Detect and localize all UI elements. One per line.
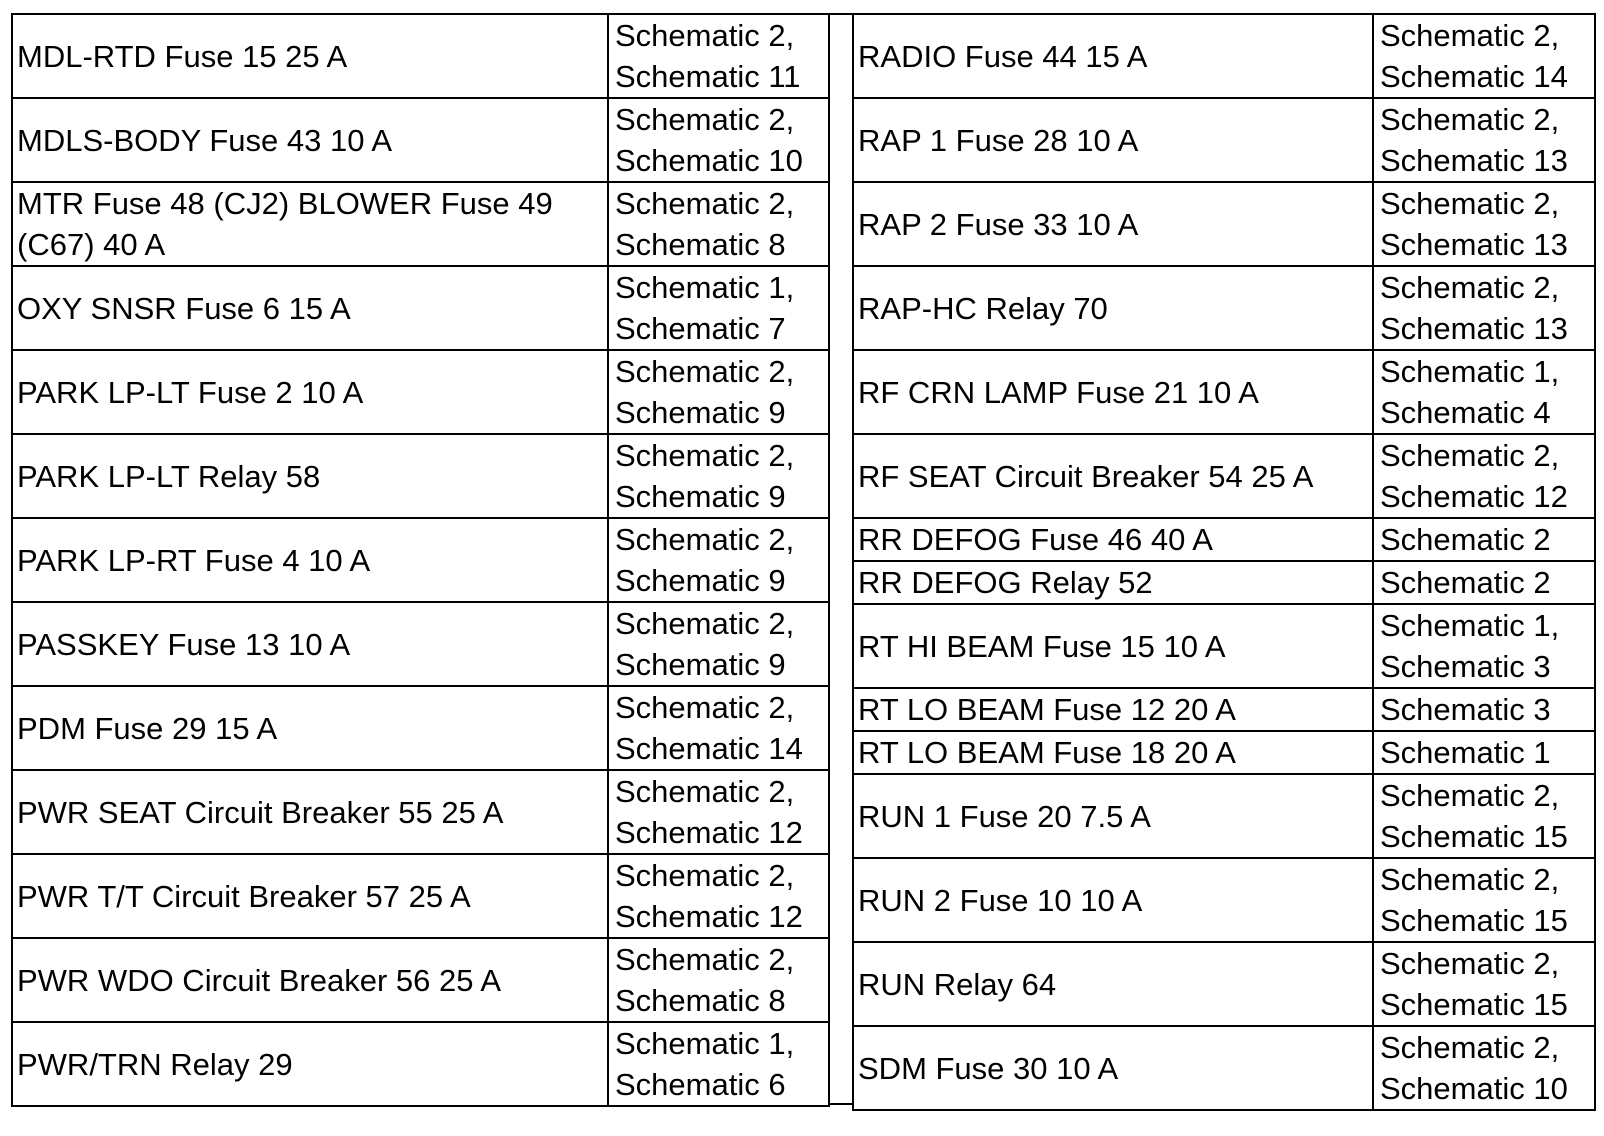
table-row [12,14,829,98]
schematic-ref: Schematic 7 [615,311,786,346]
schematic-cell [1373,14,1595,98]
left-table [11,13,830,1107]
table-row [853,434,1595,518]
table-row [12,350,829,434]
schematic-cell [608,350,829,434]
schematic-ref: Schematic 12 [1380,479,1568,514]
schematic-ref: Schematic 8 [615,227,786,262]
schematic-ref: Schematic 15 [1380,819,1568,854]
component-cell: RR DEFOG Fuse 46 40 A [853,518,1373,561]
table-row [12,770,829,854]
schematic-cell [1373,266,1595,350]
schematic-ref: Schematic 2, [1380,186,1560,221]
component-cell: RT HI BEAM Fuse 15 10 A [853,604,1373,688]
schematic-ref: Schematic 12 [615,899,803,934]
table-row [12,686,829,770]
schematic-ref: Schematic 2, [615,102,795,137]
table-row [853,858,1595,942]
schematic-ref: Schematic 11 [615,59,801,94]
table-row [12,518,829,602]
schematic-ref: Schematic 2, [1380,18,1560,53]
schematic-ref: Schematic 8 [615,983,786,1018]
component-cell: MDL-RTD Fuse 15 25 A [12,14,608,98]
table-row [853,350,1595,434]
schematic-ref: Schematic 2 [1380,522,1551,557]
component-cell: RADIO Fuse 44 15 A [853,14,1373,98]
table-row [853,604,1595,688]
schematic-ref: Schematic 6 [615,1067,786,1102]
component-cell: RUN 1 Fuse 20 7.5 A [853,774,1373,858]
schematic-cell [1373,518,1595,561]
schematic-cell [1373,350,1595,434]
schematic-ref: Schematic 1, [615,270,795,305]
schematic-ref: Schematic 10 [615,143,803,178]
schematic-cell [608,434,829,518]
component-cell: RAP 2 Fuse 33 10 A [853,182,1373,266]
component-cell: OXY SNSR Fuse 6 15 A [12,266,608,350]
schematic-ref: Schematic 2, [1380,862,1560,897]
schematic-cell [608,686,829,770]
schematic-cell [608,854,829,938]
schematic-ref: Schematic 4 [1380,395,1551,430]
component-cell: PARK LP-LT Fuse 2 10 A [12,350,608,434]
schematic-ref: Schematic 2, [1380,102,1560,137]
schematic-cell [608,98,829,182]
schematic-ref: Schematic 1, [615,1026,795,1061]
component-cell: RT LO BEAM Fuse 12 20 A [853,688,1373,731]
schematic-ref: Schematic 2, [1380,438,1560,473]
table-row [853,561,1595,604]
right-table [852,13,1596,1111]
schematic-ref: Schematic 9 [615,479,786,514]
schematic-ref: Schematic 14 [615,731,803,766]
component-cell: RAP-HC Relay 70 [853,266,1373,350]
schematic-ref: Schematic 13 [1380,143,1568,178]
component-cell: MDLS-BODY Fuse 43 10 A [12,98,608,182]
right-table-body [853,14,1595,1110]
table-row [853,182,1595,266]
component-cell: PASSKEY Fuse 13 10 A [12,602,608,686]
schematic-ref: Schematic 2, [615,354,795,389]
schematic-ref: Schematic 12 [615,815,803,850]
schematic-cell [1373,98,1595,182]
table-row [853,688,1595,731]
schematic-cell [1373,942,1595,1026]
table-row [12,266,829,350]
schematic-ref: Schematic 15 [1380,903,1568,938]
schematic-ref: Schematic 9 [615,563,786,598]
component-cell: PDM Fuse 29 15 A [12,686,608,770]
component-cell: MTR Fuse 48 (CJ2) BLOWER Fuse 49 (C67) 40 A [12,182,608,266]
schematic-ref: Schematic 2, [615,774,795,809]
schematic-ref: Schematic 2, [615,438,795,473]
schematic-ref: Schematic 2, [615,186,795,221]
column-gap [828,13,852,1105]
table-row [12,1022,829,1106]
schematic-cell [1373,561,1595,604]
component-cell: PARK LP-RT Fuse 4 10 A [12,518,608,602]
schematic-cell [1373,182,1595,266]
schematic-cell [608,770,829,854]
schematic-cell [608,1022,829,1106]
schematic-ref: Schematic 10 [1380,1071,1568,1106]
component-cell: PARK LP-LT Relay 58 [12,434,608,518]
schematic-ref: Schematic 2, [615,942,795,977]
schematic-ref: Schematic 2, [1380,1030,1560,1065]
schematic-ref: Schematic 3 [1380,649,1551,684]
schematic-ref: Schematic 2 [1380,565,1551,600]
table-row [853,14,1595,98]
schematic-cell [608,938,829,1022]
schematic-ref: Schematic 15 [1380,987,1568,1022]
table-row [853,518,1595,561]
component-cell: RUN 2 Fuse 10 10 A [853,858,1373,942]
table-row [12,98,829,182]
schematic-ref: Schematic 9 [615,647,786,682]
schematic-ref: Schematic 2, [615,690,795,725]
schematic-ref: Schematic 2, [615,606,795,641]
schematic-ref: Schematic 2, [615,522,795,557]
component-cell: RR DEFOG Relay 52 [853,561,1373,604]
schematic-ref: Schematic 13 [1380,311,1568,346]
schematic-ref: Schematic 1, [1380,354,1560,389]
component-cell: PWR WDO Circuit Breaker 56 25 A [12,938,608,1022]
table-row [853,266,1595,350]
schematic-cell [1373,774,1595,858]
component-cell: PWR T/T Circuit Breaker 57 25 A [12,854,608,938]
table-row [12,854,829,938]
schematic-ref: Schematic 9 [615,395,786,430]
component-cell: SDM Fuse 30 10 A [853,1026,1373,1110]
schematic-cell [1373,688,1595,731]
table-row [853,774,1595,858]
schematic-ref: Schematic 13 [1380,227,1568,262]
table-row [12,182,829,266]
component-cell: RT LO BEAM Fuse 18 20 A [853,731,1373,774]
schematic-cell [608,182,829,266]
schematic-cell [1373,858,1595,942]
schematic-cell [608,602,829,686]
component-cell: PWR/TRN Relay 29 [12,1022,608,1106]
schematic-ref: Schematic 1 [1380,735,1551,770]
schematic-cell [608,14,829,98]
schematic-ref: Schematic 1, [1380,608,1560,643]
schematic-cell [608,518,829,602]
table-row [12,434,829,518]
schematic-cell [608,266,829,350]
schematic-ref: Schematic 2, [1380,946,1560,981]
schematic-cell [1373,434,1595,518]
component-cell: RF SEAT Circuit Breaker 54 25 A [853,434,1373,518]
schematic-ref: Schematic 2, [615,18,795,53]
table-row [853,98,1595,182]
schematic-cell [1373,604,1595,688]
schematic-cell [1373,1026,1595,1110]
schematic-ref: Schematic 2, [1380,270,1560,305]
component-cell: RUN Relay 64 [853,942,1373,1026]
schematic-ref: Schematic 3 [1380,692,1551,727]
component-cell: RAP 1 Fuse 28 10 A [853,98,1373,182]
left-table-body [12,14,829,1106]
table-row [853,1026,1595,1110]
table-row [853,731,1595,774]
schematic-ref: Schematic 2, [1380,778,1560,813]
table-row [853,942,1595,1026]
schematic-ref: Schematic 14 [1380,59,1568,94]
table-row [12,602,829,686]
component-cell: PWR SEAT Circuit Breaker 55 25 A [12,770,608,854]
component-cell: RF CRN LAMP Fuse 21 10 A [853,350,1373,434]
schematic-ref: Schematic 2, [615,858,795,893]
table-row [12,938,829,1022]
schematic-cell [1373,731,1595,774]
